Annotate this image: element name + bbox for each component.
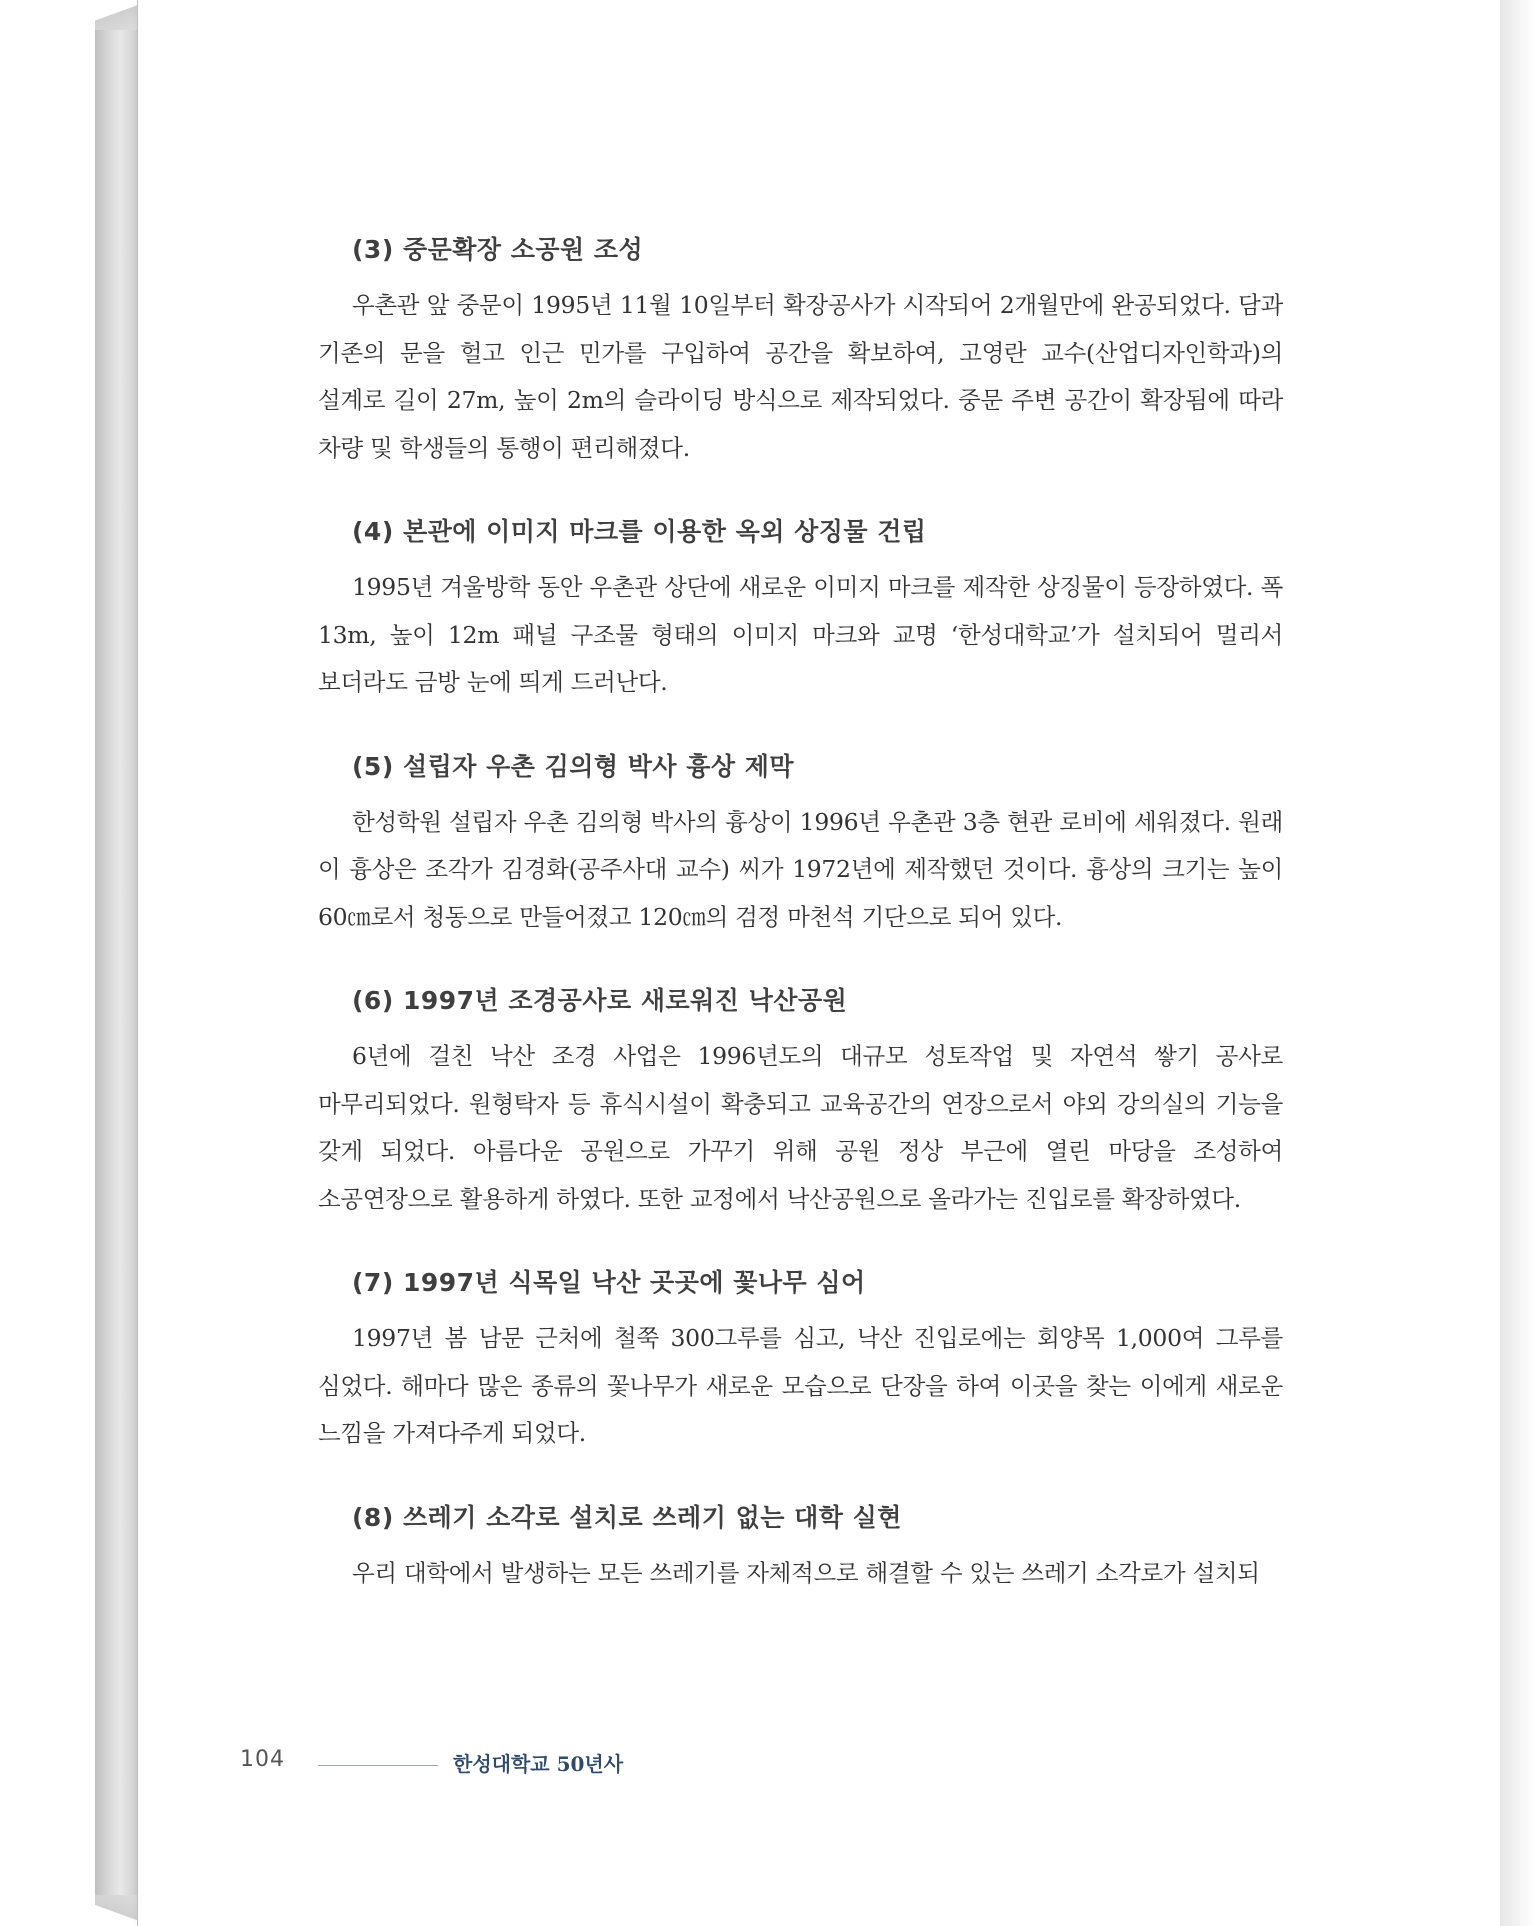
book-title: 한성대학교 50년사 <box>453 1752 624 1776</box>
book-corner-top <box>95 0 137 30</box>
section-body: 우촌관 앞 중문이 1995년 11월 10일부터 확장공사가 시작되어 2개월만에 완공되었다. 담과 기존의 문을 헐고 인근 민가를 구입하여 공간을 확보하여, 고영란 교수(산업디자인학과)의 설계로 길이 27m, 높이 2m의 슬라이딩 방식으로 제작되었다. 중문 주변 공간이 확장됨에 따라 차량 및 학생들의 통행이 편리해졌다. <box>318 291 1283 462</box>
page-right-shadow <box>1500 0 1537 1926</box>
section-heading: (8) 쓰레기 소각로 설치로 쓰레기 없는 대학 실현 <box>352 1502 902 1532</box>
section-6 <box>318 979 1283 1223</box>
section-8 <box>318 1496 1283 1598</box>
section-body: 우리 대학에서 발생하는 모든 쓰레기를 자체적으로 해결할 수 있는 쓰레기 소각로가 설치되 <box>352 1558 1260 1587</box>
footer-divider <box>318 1765 438 1766</box>
section-7 <box>318 1261 1283 1458</box>
book-page-edge <box>95 12 137 1922</box>
section-3 <box>318 228 1283 472</box>
section-body: 한성학원 설립자 우촌 김의형 박사의 흉상이 1996년 우촌관 3층 현관 로비에 세워졌다. 원래 이 흉상은 조각가 김경화(공주사대 교수) 씨가 1972년에 제작했던 것이다. 흉상의 크기는 높이 60㎝로서 청동으로 만들어졌고 120㎝의 검정 마천석 기단으로 되어 있다. <box>318 807 1283 931</box>
book-corner-bottom <box>95 1895 137 1926</box>
section-heading: (4) 본관에 이미지 마크를 이용한 옥외 상징물 건립 <box>352 517 927 546</box>
section-heading: (5) 설립자 우촌 김의형 박사 흉상 제막 <box>352 751 795 781</box>
section-body: 1997년 봄 남문 근처에 철쭉 300그루를 심고, 낙산 진입로에는 회양목 1,000여 그루를 심었다. 해마다 많은 종류의 꽃나무가 새로운 모습으로 단장을 하여 이곳을 찾는 이에게 새로운 느낌을 가져다주게 되었다. <box>318 1324 1283 1447</box>
section-heading: (6) 1997년 조경공사로 새로워진 낙산공원 <box>352 986 848 1015</box>
section-heading: (7) 1997년 식목일 낙산 곳곳에 꽃나무 심어 <box>352 1268 866 1297</box>
section-4 <box>318 510 1283 707</box>
page-content <box>318 228 1283 1635</box>
page-number: 104 <box>240 1747 285 1772</box>
section-heading: (3) 중문확장 소공원 조성 <box>352 235 644 264</box>
section-5 <box>318 745 1283 942</box>
section-body: 1995년 겨울방학 동안 우촌관 상단에 새로운 이미지 마크를 제작한 상징물이 등장하였다. 폭 13m, 높이 12m 패널 구조물 형태의 이미지 마크와 교명 ‘한성대학교’가 설치되어 멀리서 보더라도 금방 눈에 띄게 드러난다. <box>318 573 1283 696</box>
section-body: 6년에 걸친 낙산 조경 사업은 1996년도의 대규모 성토작업 및 자연석 쌓기 공사로 마무리되었다. 원형탁자 등 휴식시설이 확충되고 교육공간의 연장으로서 야외 강의실의 기능을 갖게 되었다. 아름다운 공원으로 가꾸기 위해 공원 정상 부근에 열린 마당을 조성하여 소공연장으로 활용하게 하였다. 또한 교정에서 낙산공원으로 올라가는 진입로를 확장하였다. <box>318 1042 1283 1213</box>
